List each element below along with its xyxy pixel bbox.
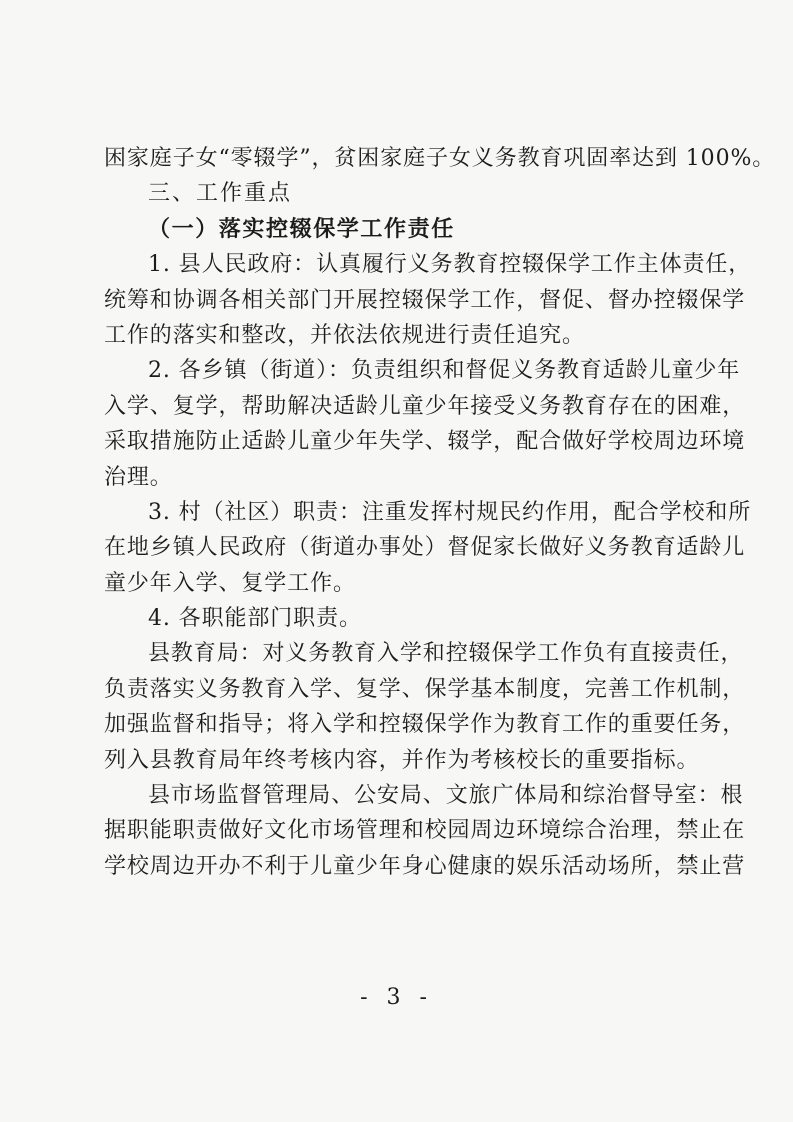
text-line: 加强监督和指导；将入学和控辍保学作为教育工作的重要任务， (104, 712, 746, 738)
text-line: 列入县教育局年终考核内容，并作为考核校长的重要指标。 (104, 747, 700, 773)
section-heading: 三、工作重点 (148, 181, 293, 207)
text-line: 困家庭子女“零辍学”，贫困家庭子女义务教育巩固率达到 100%。 (104, 146, 776, 171)
page-number: - 3 - (360, 985, 433, 1010)
text-line: 3. 村（社区）职责：注重发挥村规民约作用，配合学校和所 (148, 499, 752, 525)
text-line: 1. 县人民政府：认真履行义务教育控辍保学工作主体责任， (148, 252, 752, 278)
text-line: 据职能职责做好文化市场管理和校园周边环境综合治理，禁止在 (104, 818, 746, 844)
text-line: 4. 各职能部门职责。 (148, 606, 362, 632)
text-line: 2. 各乡镇（街道）：负责组织和督促义务教育适龄儿童少年 (148, 358, 741, 384)
text-line: 县教育局：对义务教育入学和控辍保学工作负有直接责任， (148, 641, 744, 667)
text-line: 采取措施防止适龄儿童少年失学、辍学，配合做好学校周边环境 (104, 429, 746, 455)
text-line: 负责落实义务教育入学、复学、保学基本制度，完善工作机制， (104, 676, 746, 702)
text-line: 统筹和协调各相关部门开展控辍保学工作，督促、督办控辍保学 (104, 287, 746, 313)
text-line: 在地乡镇人民政府（街道办事处）督促家长做好义务教育适龄儿 (104, 535, 746, 561)
text-line: 学校周边开办不利于儿童少年身心健康的娱乐活动场所，禁止营 (104, 853, 746, 879)
text-line: 治理。 (104, 464, 173, 490)
text-line: 入学、复学，帮助解决适龄儿童少年接受义务教育存在的困难， (104, 393, 746, 419)
body-text (104, 141, 776, 884)
text-line: 童少年入学、复学工作。 (104, 570, 356, 596)
text-line: 县市场监督管理局、公安局、文旅广体局和综治督导室：根 (148, 783, 744, 809)
subsection-heading: （一）落实控辍保学工作责任 (148, 215, 455, 242)
text-line: 工作的落实和整改，并依法依规进行责任追究。 (104, 322, 585, 348)
